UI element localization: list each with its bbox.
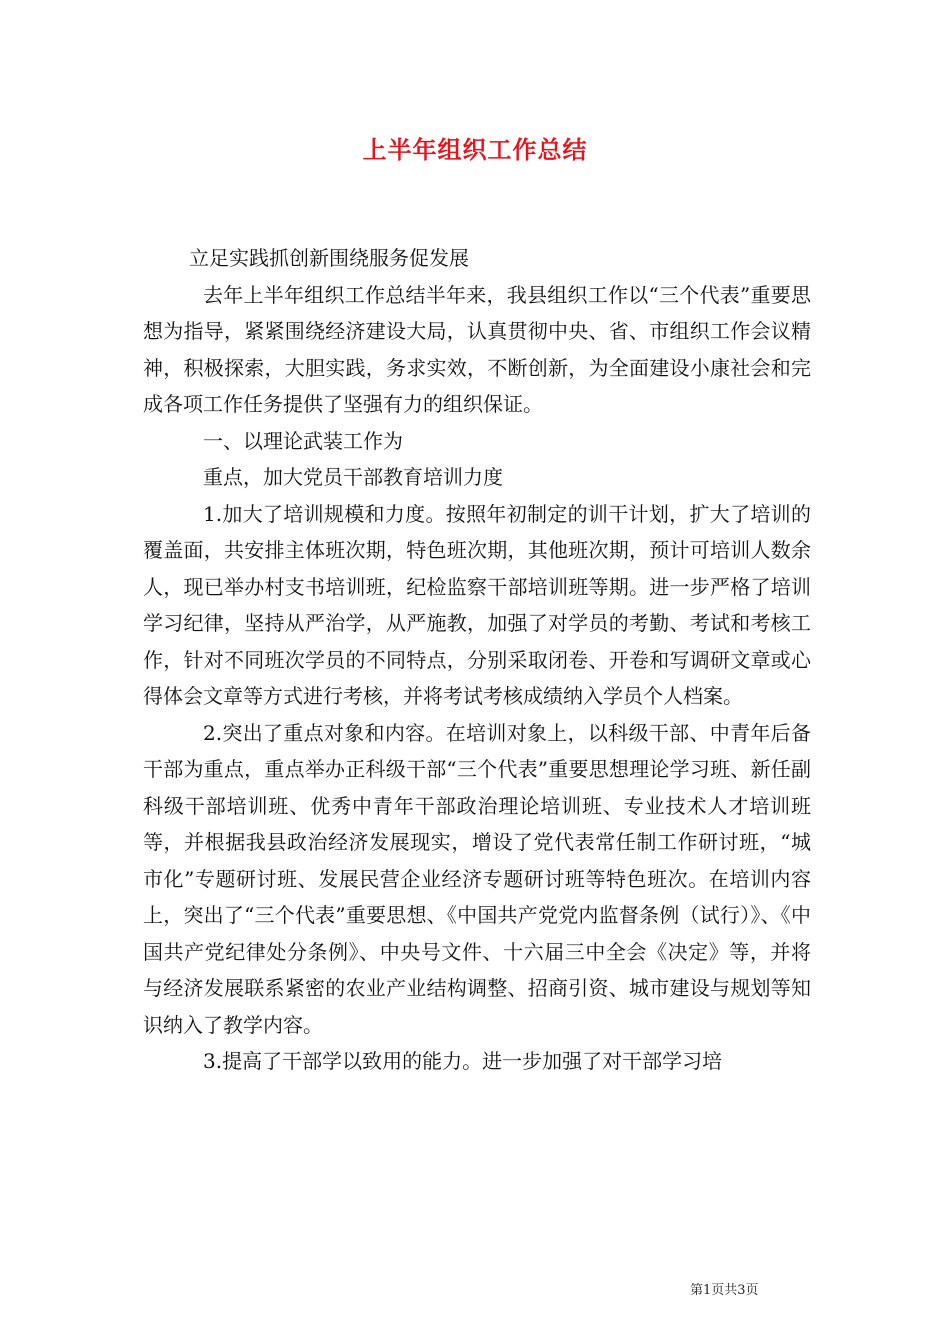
page-number: 第1页共3页 [690,1283,759,1298]
subtitle-paragraph: 立足实践抓创新围绕服务促发展 [189,246,469,270]
item-3-paragraph: 3.提高了干部学以致用的能力。进一步加强了对干部学习培 [203,1049,723,1073]
section-heading-line-1: 一、以理论武装工作为 [203,428,403,453]
intro-paragraph: 去年上半年组织工作总结半年来，我县组织工作以“三个代表”重要思想为指导，紧紧围绕经济建设大局，认真贯彻中央、省、市组织工作会议精神，积极探索，大胆实践，务求实效，不断创新，为全面建设小康社会和完成各项工作任务提供了坚强有力的组织保证。 [143,282,811,416]
section-heading-line-2: 重点，加大党员干部教育培训力度 [203,465,503,489]
document-title: 上半年组织工作总结 [362,135,588,164]
item-1-paragraph: 1.加大了培训规模和力度。按照年初制定的训干计划，扩大了培训的覆盖面，共安排主体班次期，特色班次期，其他班次期，预计可培训人数余人，现已举办村支书培训班，纪检监察干部培训班等期。进一步严格了培训学习纪律，坚持从严治学，从严施教，加强了对学员的考勤、考试和考核工作，针对不同班次学员的不同特点，分别采取闭卷、开卷和写调研文章或心得体会文章等方式进行考核，并将考试考核成绩纳入学员个人档案。 [143,501,811,708]
document-body [143,240,811,1080]
item-2-paragraph: 2.突出了重点对象和内容。在培训对象上，以科级干部、中青年后备干部为重点，重点举办正科级干部“三个代表”重要思想理论学习班、新任副科级干部培训班、优秀中青年干部政治理论培训班、专业技术人才培训班等，并根据我县政治经济发展现实，增设了党代表常任制工作研讨班，“城市化”专题研讨班、发展民营企业经济专题研讨班等特色班次。在培训内容上，突出了“三个代表”重要思想、《中国共产党党内监督条例（试行）》、《中国共产党纪律处分条例》、中央号文件、十六届三中全会《决定》等，并将与经济发展联系紧密的农业产业结构调整、招商引资、城市建设与规划等知识纳入了教学内容。 [143,720,811,1037]
